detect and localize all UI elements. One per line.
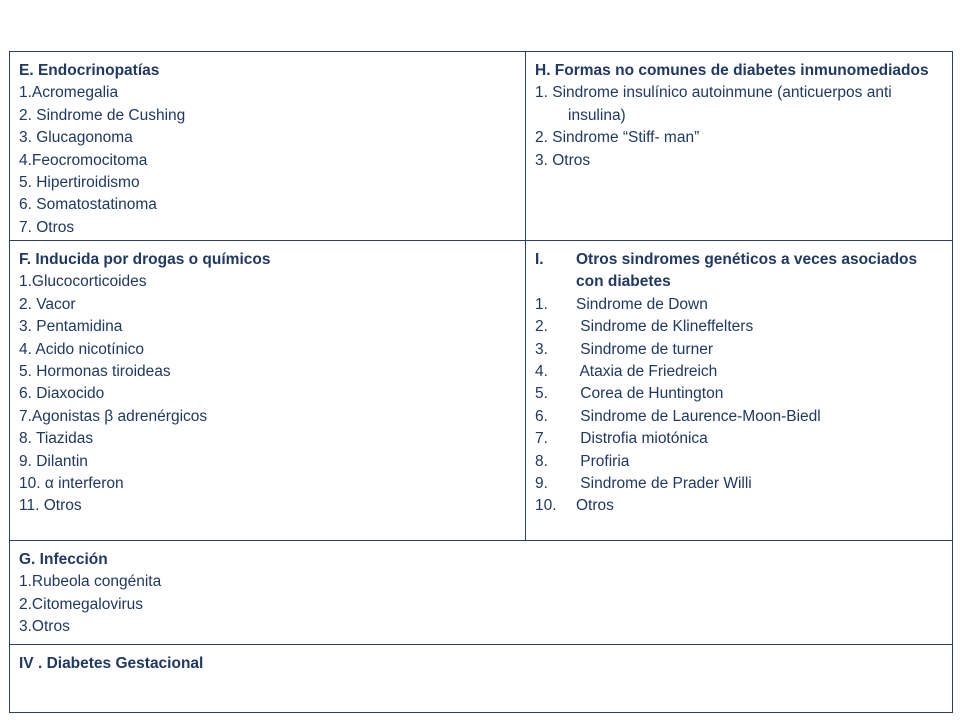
list-item: 3. Pentamidina [19,318,123,336]
list-item: 7.Agonistas β adrenérgicos [19,407,208,425]
list-item-text: Ataxia de Friedreich [576,363,718,381]
list-item: 2. Sindrome “Stiff- man” [535,129,700,147]
list-item [535,361,943,383]
list-item-text: Profiria [576,452,630,470]
list-item [535,473,943,495]
list-item: 5. Hipertiroidismo [19,174,140,192]
list-item-number: 1. [535,295,548,313]
list-item [535,406,943,428]
list-item-number: 3. [535,340,548,358]
list-item-text: Sindrome de Prader Willi [576,475,752,493]
list-item: 3. Otros [535,151,591,169]
list-item: 1. Sindrome insulínico autoinmune (anticuerpos anti [535,84,892,102]
list-item-number: 8. [535,452,548,470]
list-item-text: Distrofia miotónica [576,430,708,448]
cell-i-title-text [576,249,917,294]
list-item [535,316,943,338]
cell-g-title: G. Infección [19,551,108,568]
list-item: 10. α interferon [19,475,124,493]
list-item: 1.Rubeola congénita [19,573,162,591]
list-item: 4.Feocromocitoma [19,151,148,169]
list-item: 3.Otros [19,618,70,636]
list-item: 6. Somatostatinoma [19,196,157,214]
cell-iv-title: IV . Diabetes Gestacional [19,655,204,672]
list-item-number: 2. [535,318,548,336]
cell-i-title-line1: Otros sindromes genéticos a veces asociados [576,251,918,268]
list-item: 9. Dilantin [19,452,88,470]
list-item [535,451,943,473]
list-item: 2. Vacor [19,295,76,313]
cell-diabetes-gestacional [10,645,952,712]
list-item [535,495,943,517]
list-item: 2.Citomegalovirus [19,595,144,613]
list-item [535,294,943,316]
list-item-text: Sindrome de turner [576,340,713,358]
cell-endocrinopatias [10,52,525,240]
list-item-text: Sindrome de Down [576,295,708,313]
list-item: 5. Hormonas tiroideas [19,363,171,381]
cell-formas-no-comunes [526,52,952,240]
list-item: 11. Otros [19,497,82,515]
cell-e-title: E. Endocrinopatías [19,62,160,79]
list-item [535,339,943,361]
list-item-text: Sindrome de Klineffelters [576,318,754,336]
list-item: 1.Glucocorticoides [19,273,147,291]
list-item-continuation: insulina) [568,106,626,124]
cell-i-title-number: I. [535,251,544,268]
list-item-text: Corea de Huntington [576,385,724,403]
list-item-text: Sindrome de Laurence-Moon-Biedl [576,407,821,425]
cell-i-title [535,249,943,294]
list-item-number: 9. [535,475,548,493]
cell-infeccion [10,541,952,644]
list-item: 6. Diaxocido [19,385,105,403]
cell-i-title-line2: con diabetes [576,273,671,291]
cell-otros-sindromes-geneticos [526,241,952,540]
cell-f-title: F. Inducida por drogas o químicos [19,251,271,268]
genetic-syndromes-list [535,294,943,518]
list-item: 3. Glucagonoma [19,129,133,147]
list-item: 1.Acromegalia [19,84,119,102]
classification-table [9,51,953,713]
cell-h-title: H. Formas no comunes de diabetes inmunomediados [535,62,929,79]
list-item: 2. Sindrome de Cushing [19,106,186,124]
list-item-number: 4. [535,363,548,381]
list-item-number: 7. [535,430,548,448]
list-item: 7. Otros [19,218,75,236]
list-item-number: 10. [535,497,557,515]
list-item-number: 5. [535,385,548,403]
list-item [535,383,943,405]
list-item: 8. Tiazidas [19,430,94,448]
cell-inducida-por-drogas [10,241,525,540]
list-item: 4. Acido nicotínico [19,340,144,358]
list-item-number: 6. [535,407,548,425]
list-item-text: Otros [576,497,614,515]
list-item [535,428,943,450]
